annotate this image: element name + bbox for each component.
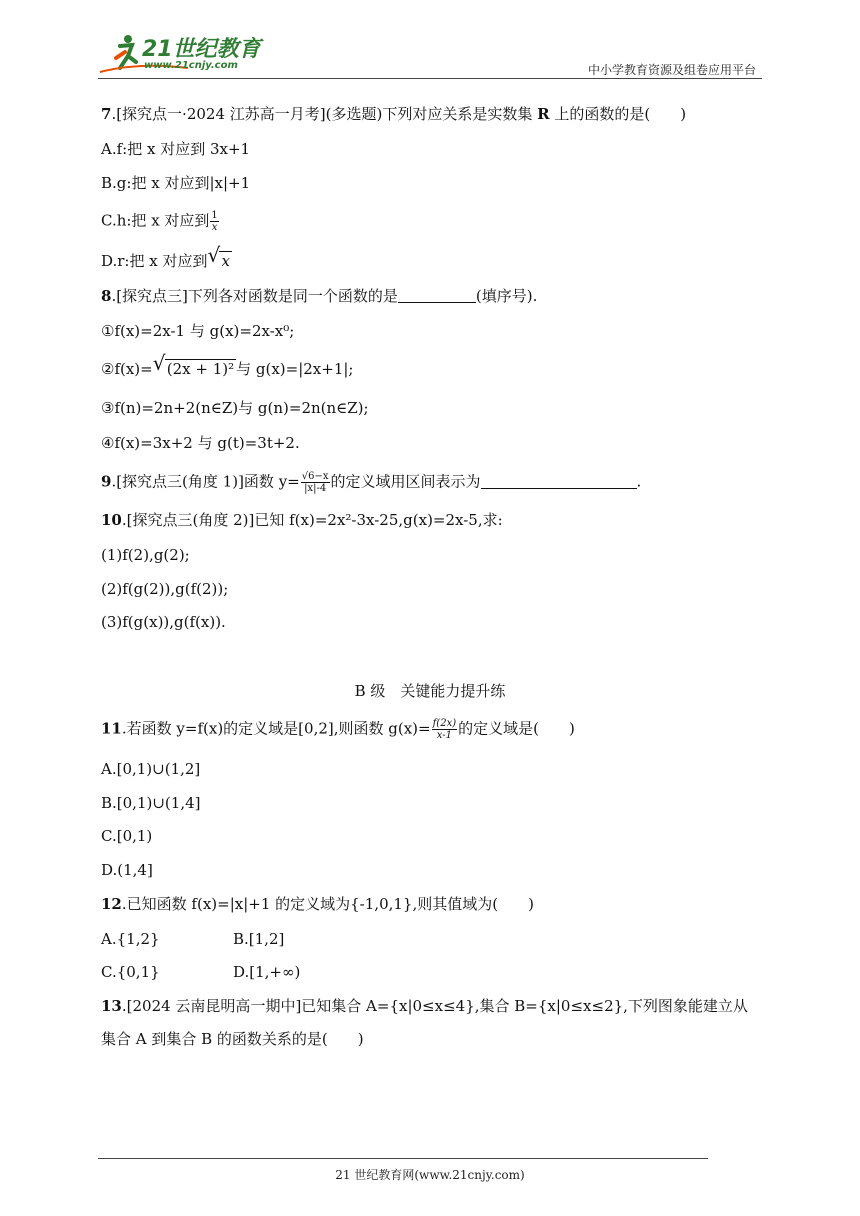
question-9-stem: 9.[探究点三(角度 1)]函数 y= $\frac{√6-x}{|x|-4}$ 的定义域用区间表示为 . <box>101 471 642 494</box>
question-12-option-a: A.{1,2} <box>101 930 160 948</box>
fraction: $\frac{1}{x}$ <box>211 210 218 233</box>
question-11-stem: 11.若函数 y=f(x)的定义域是[0,2],则函数 g(x)= $\frac{f(2x)}{x-1}$ 的定义域是( ) <box>101 718 575 741</box>
question-7-option-c: C.h:把 x 对应到 $\frac{1}{x}$ <box>101 210 218 233</box>
question-7-option-a: A.f:把 x 对应到 3x+1 <box>101 140 251 158</box>
header-platform-text: 中小学教育资源及组卷应用平台 <box>587 63 756 77</box>
question-8-item-1: ①f(x)=2x-1 与 g(x)=2x-x⁰; <box>101 322 295 340</box>
page-footer: 21 世纪教育网(www.21cnjy.com) <box>335 1168 525 1182</box>
section-heading: B 级 关键能力提升练 <box>354 682 506 700</box>
footer-divider <box>98 1158 708 1159</box>
sqrt-expression: √ x <box>207 243 230 270</box>
question-11-option-a: A.[0,1)∪(1,2] <box>101 760 201 778</box>
question-11-option-d: D.(1,4] <box>101 861 153 879</box>
question-10-part-3: (3)f(g(x)),g(f(x)). <box>101 613 226 631</box>
question-10-part-2: (2)f(g(2)),g(f(2)); <box>101 580 229 598</box>
question-13-stem-line-2: 集合 A 到集合 B 的函数关系的是( ) <box>101 1030 364 1048</box>
question-7-option-d: D.r:把 x 对应到 √ x <box>101 243 230 270</box>
question-7-option-b: B.g:把 x 对应到|x|+1 <box>101 174 251 192</box>
question-12-stem: 12.已知函数 f(x)=|x|+1 的定义域为{-1,0,1},则其值域为( ) <box>101 895 534 913</box>
page-header <box>98 30 760 80</box>
question-12-option-b: B.[1,2] <box>233 930 285 948</box>
question-10-stem: 10.[探究点三(角度 2)]已知 f(x)=2x²-3x-25,g(x)=2x-5,求: <box>101 511 503 529</box>
answer-blank <box>398 288 476 303</box>
question-12-option-d: D.[1,+∞) <box>233 963 301 981</box>
question-8-item-3: ③f(n)=2n+2(n∈Z)与 g(n)=2n(n∈Z); <box>101 399 369 417</box>
question-13-stem-line-1: 13.[2024 云南昆明高一期中]已知集合 A={x|0≤x≤4},集合 B={x|0≤x≤2},下列图象能建立从 <box>101 997 748 1015</box>
fraction: $\frac{√6-x}{|x|-4}$ <box>301 471 329 494</box>
header-divider <box>98 78 762 79</box>
question-8-item-2: ②f(x)= √ (2x + 1)² 与 g(x)=|2x+1|; <box>101 351 354 378</box>
question-11-option-b: B.[0,1)∪(1,4] <box>101 794 201 812</box>
sqrt-expression: √ (2x + 1)² <box>152 351 235 378</box>
question-10-part-1: (1)f(2),g(2); <box>101 546 190 564</box>
question-8-item-4: ④f(x)=3x+2 与 g(t)=3t+2. <box>101 434 300 452</box>
logo-url: www.21cnjy.com <box>144 60 238 71</box>
question-8-stem: 8.[探究点三]下列各对函数是同一个函数的是 (填序号). <box>101 287 538 305</box>
fraction: $\frac{f(2x)}{x-1}$ <box>432 718 457 741</box>
answer-blank <box>481 474 637 489</box>
question-12-option-c: C.{0,1} <box>101 963 160 981</box>
question-11-option-c: C.[0,1) <box>101 827 153 845</box>
question-7-stem: 7.[探究点一·2024 江苏高一月考](多选题)下列对应关系是实数集 R 上的函数的是( ) <box>101 105 687 123</box>
logo-text: 21世纪教育 <box>142 37 261 62</box>
